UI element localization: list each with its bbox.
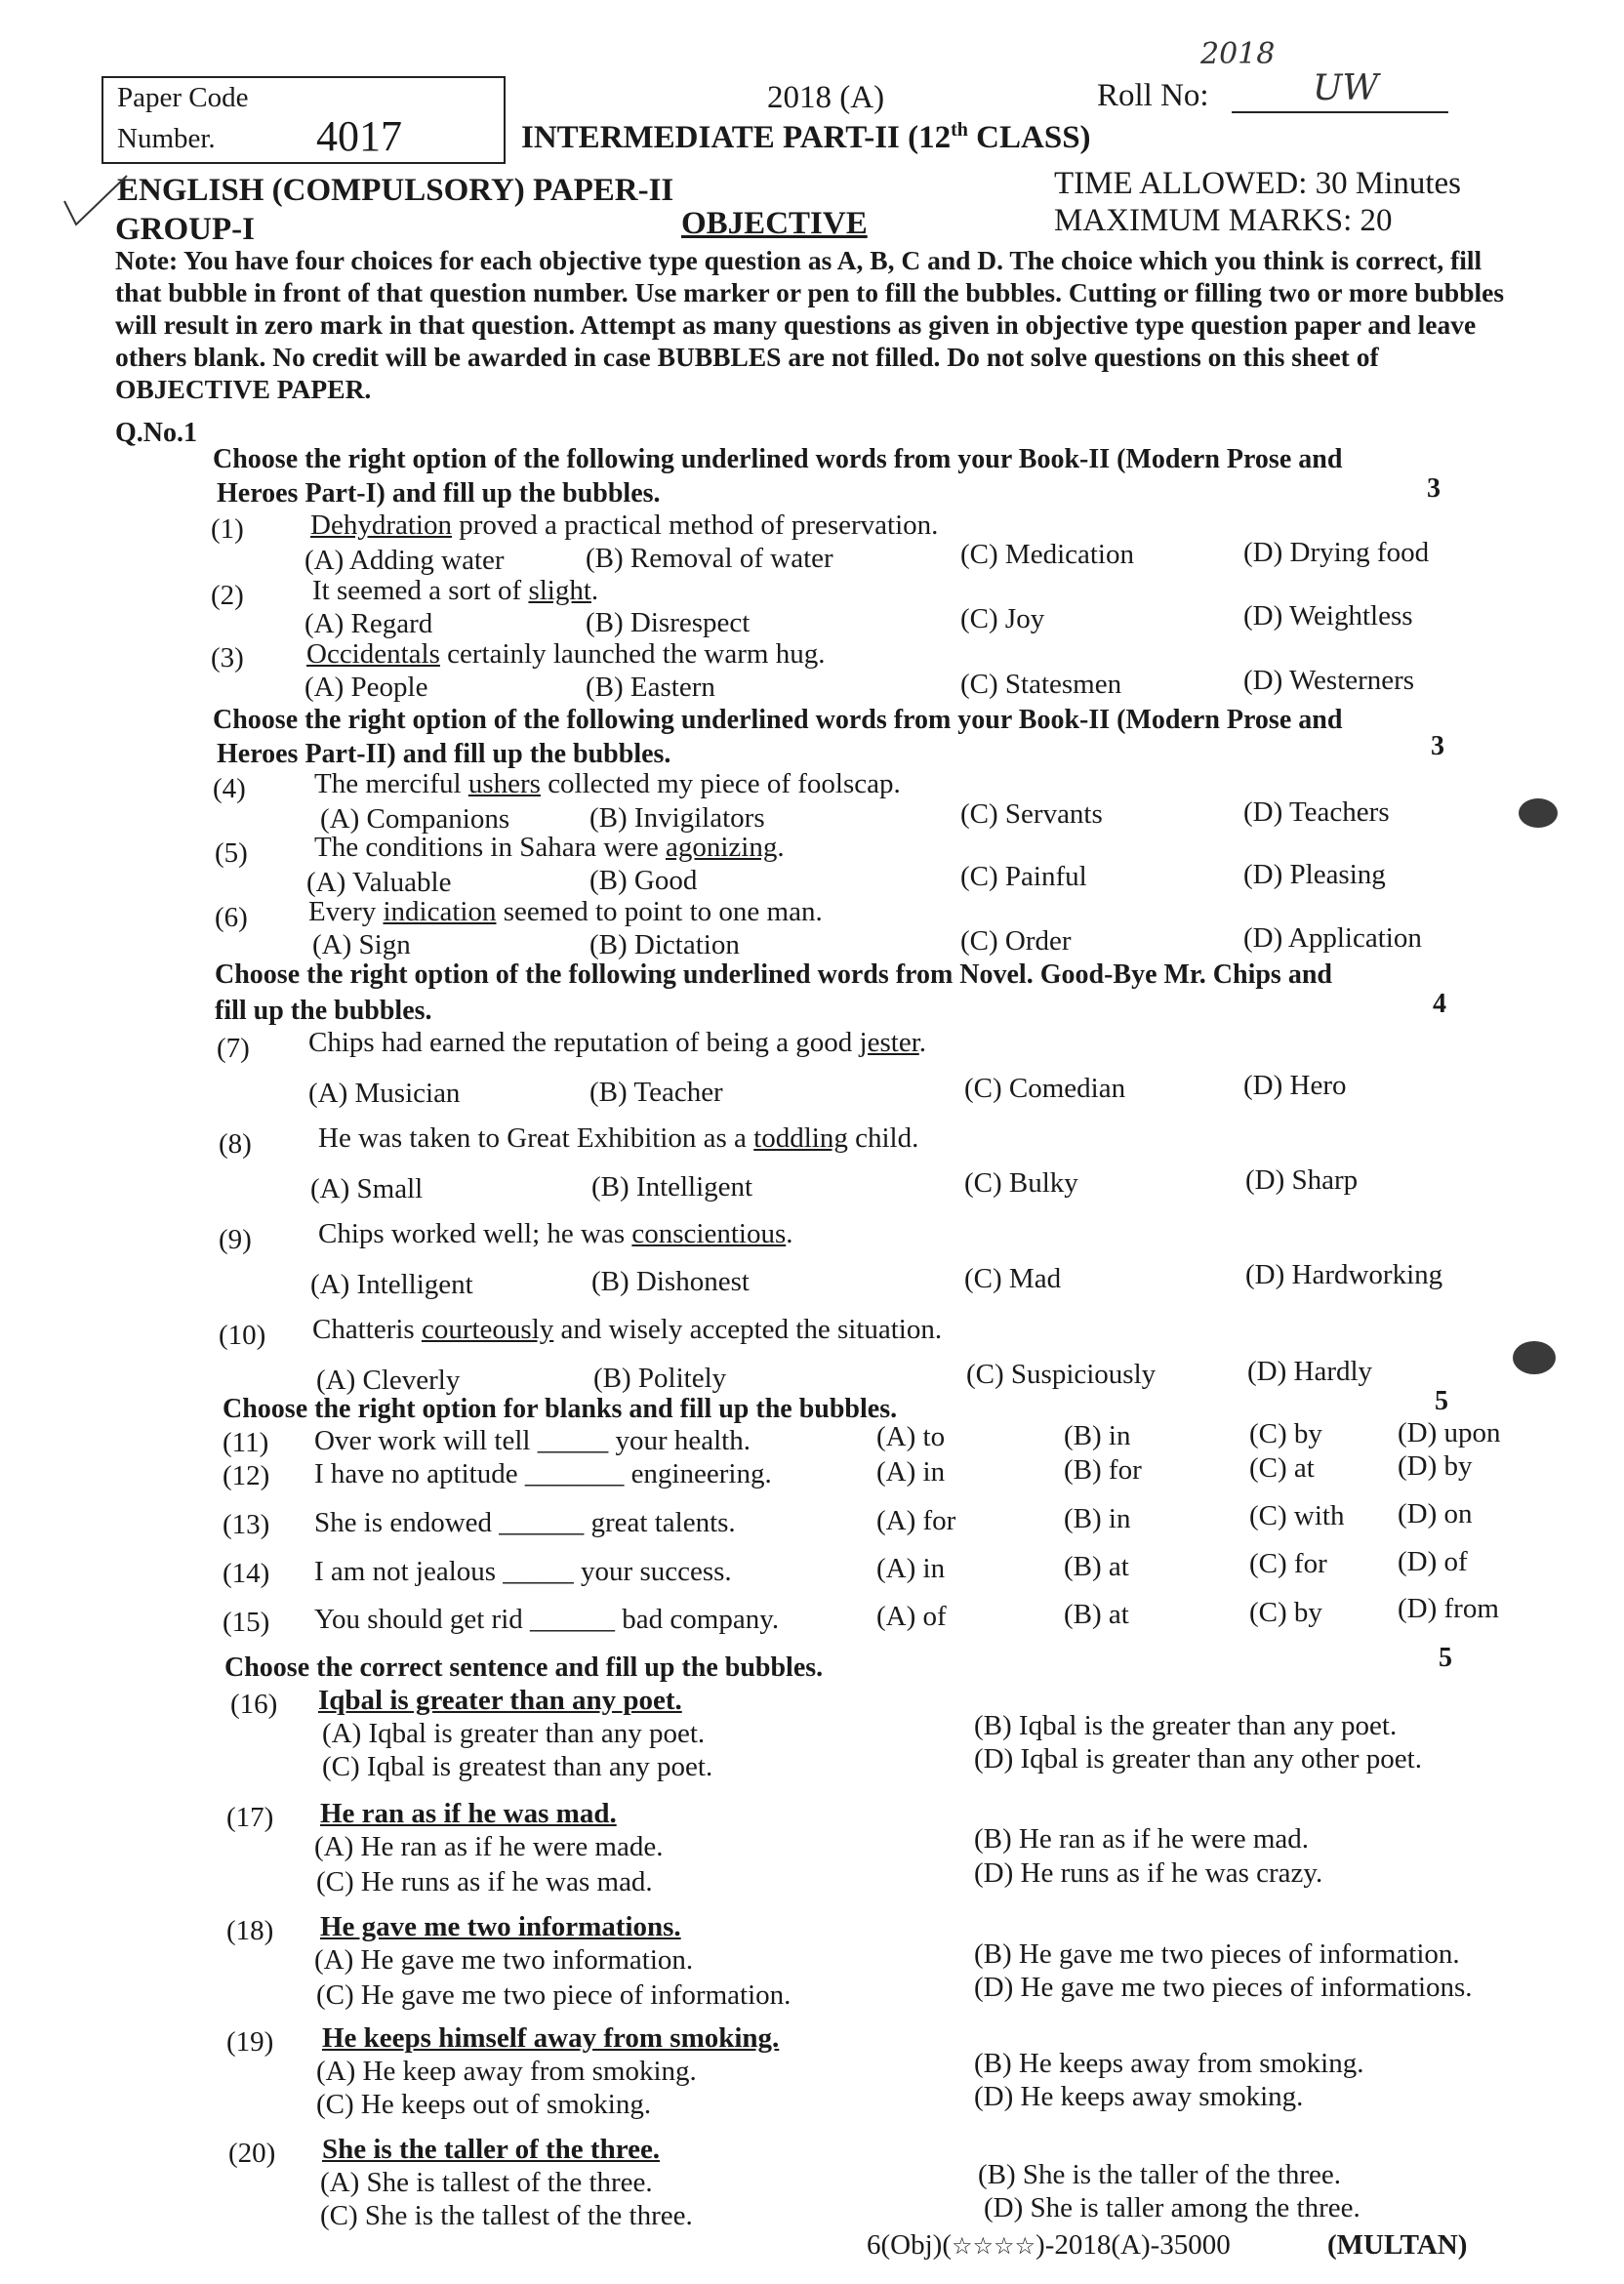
- question-number-label: (7): [217, 1033, 250, 1064]
- option-a[interactable]: (A) Adding water: [304, 545, 505, 576]
- option-b[interactable]: (B) Intelligent: [591, 1171, 753, 1203]
- option-d[interactable]: (D) Pleasing: [1243, 859, 1386, 890]
- paper-code-label: Paper Code: [117, 82, 249, 113]
- option-d[interactable]: (D) Teachers: [1243, 796, 1390, 828]
- option-c[interactable]: (C) Comedian: [964, 1073, 1126, 1104]
- handwritten-year: 2018: [1200, 37, 1276, 71]
- question-text: Chips worked well; he was conscientious.: [318, 1218, 793, 1249]
- option-c[interactable]: (C) for: [1249, 1548, 1327, 1579]
- question-text: She is the taller of the three.: [322, 2134, 661, 2165]
- option-b[interactable]: (B) Dishonest: [591, 1266, 750, 1297]
- option-a[interactable]: (A) of: [876, 1601, 947, 1632]
- option-d[interactable]: (D) from: [1398, 1593, 1499, 1624]
- option-c[interactable]: (C) at: [1249, 1452, 1315, 1484]
- option-b[interactable]: (B) for: [1064, 1454, 1142, 1486]
- question-number-label: (9): [219, 1224, 252, 1255]
- question-text: Iqbal is greater than any poet.: [318, 1685, 682, 1716]
- section-heading: Choose the right option of the following underlined words from Novel. Good-Bye Mr. Chips and: [215, 959, 1332, 990]
- option-c[interactable]: (C) Medication: [960, 539, 1134, 570]
- question-text: He ran as if he was mad.: [320, 1798, 617, 1829]
- option-a[interactable]: (A) People: [304, 672, 428, 703]
- option-c[interactable]: (C) He runs as if he was mad.: [316, 1866, 653, 1897]
- option-b[interactable]: (B) Teacher: [589, 1077, 723, 1108]
- option-d[interactable]: (D) Hardworking: [1245, 1259, 1443, 1290]
- option-d[interactable]: (D) by: [1398, 1450, 1473, 1482]
- question-number-label: (6): [215, 902, 248, 933]
- option-d[interactable]: (D) of: [1398, 1546, 1468, 1577]
- option-d[interactable]: (D) Drying food: [1243, 537, 1430, 568]
- option-b[interactable]: (B) She is the taller of the three.: [978, 2159, 1342, 2190]
- question-text: Chips had earned the reputation of being a good jester.: [308, 1027, 926, 1058]
- section-heading: Heroes Part-II) and fill up the bubbles.: [217, 739, 671, 769]
- option-a[interactable]: (A) Small: [310, 1173, 424, 1204]
- option-d[interactable]: (D) Weightless: [1243, 600, 1413, 632]
- question-number-label: (10): [219, 1320, 266, 1351]
- option-a[interactable]: (A) for: [876, 1505, 956, 1536]
- option-c[interactable]: (C) Painful: [960, 861, 1087, 892]
- question-text: The merciful ushers collected my piece of foolscap.: [314, 768, 901, 799]
- option-b[interactable]: (B) in: [1064, 1503, 1131, 1534]
- option-b[interactable]: (B) Removal of water: [586, 543, 833, 574]
- option-d[interactable]: (D) Hardly: [1247, 1356, 1373, 1387]
- option-c[interactable]: (C) by: [1249, 1418, 1322, 1449]
- subject-title: ENGLISH (COMPULSORY) PAPER-II: [117, 173, 674, 208]
- question-text: Over work will tell _____ your health.: [314, 1425, 751, 1456]
- option-a[interactable]: (A) Musician: [308, 1078, 461, 1109]
- option-b[interactable]: (B) Dictation: [589, 929, 740, 960]
- question-text: You should get rid ______ bad company.: [314, 1604, 780, 1635]
- option-c[interactable]: (C) Mad: [964, 1263, 1062, 1294]
- section-heading: Choose the right option of the following underlined words from your Book-II (Modern Prose and: [213, 705, 1343, 735]
- question-number-label: (12): [223, 1460, 270, 1491]
- question-number-label: (13): [223, 1509, 270, 1540]
- question-number-label: (11): [223, 1427, 269, 1458]
- section-heading: Heroes Part-I) and fill up the bubbles.: [217, 478, 661, 509]
- option-a[interactable]: (A) He keep away from smoking.: [316, 2056, 697, 2087]
- option-c[interactable]: (C) He gave me two piece of information.: [316, 1979, 792, 2011]
- question-number-label: (3): [211, 642, 244, 673]
- question-text: It seemed a sort of slight.: [312, 575, 599, 606]
- option-a[interactable]: (A) in: [876, 1456, 946, 1488]
- option-b[interactable]: (B) Eastern: [586, 672, 715, 703]
- scan-blot: [1513, 1341, 1556, 1374]
- option-a[interactable]: (A) Regard: [304, 608, 433, 639]
- objective-label: OBJECTIVE: [681, 206, 868, 241]
- question-number-label: (2): [211, 580, 244, 611]
- option-c[interactable]: (C) Joy: [960, 603, 1045, 634]
- question-number-label: (1): [211, 513, 244, 545]
- option-c[interactable]: (C) by: [1249, 1597, 1322, 1628]
- question-text: Chatteris courteously and wisely accepted the situation.: [312, 1314, 943, 1345]
- paper-year: 2018 (A): [767, 80, 885, 115]
- option-d[interactable]: (D) Iqbal is greater than any other poet.: [974, 1743, 1422, 1774]
- class-title: INTERMEDIATE PART-II (12th CLASS): [521, 119, 1091, 155]
- option-d[interactable]: (D) upon: [1398, 1417, 1501, 1448]
- option-b[interactable]: (B) at: [1064, 1599, 1129, 1630]
- question-number-label: (15): [223, 1607, 270, 1638]
- maximum-marks: MAXIMUM MARKS: 20: [1054, 203, 1393, 238]
- question-text: He gave me two informations.: [320, 1911, 681, 1942]
- option-a[interactable]: (A) to: [876, 1421, 946, 1452]
- option-a[interactable]: (A) Companions: [320, 803, 510, 835]
- option-d[interactable]: (D) She is taller among the three.: [984, 2192, 1360, 2223]
- time-allowed: TIME ALLOWED: 30 Minutes: [1054, 166, 1462, 201]
- option-b[interactable]: (B) at: [1064, 1551, 1129, 1582]
- scan-blot: [1519, 798, 1558, 828]
- question-number-label: (4): [213, 773, 246, 804]
- option-a[interactable]: (A) Valuable: [306, 867, 452, 898]
- question-number-label: (5): [215, 837, 248, 869]
- question-text: She is endowed ______ great talents.: [314, 1507, 736, 1538]
- option-d[interactable]: (D) Westerners: [1243, 665, 1415, 696]
- question-text: Occidentals certainly launched the warm hug.: [306, 638, 826, 670]
- option-a[interactable]: (A) in: [876, 1553, 946, 1584]
- option-b[interactable]: (B) He gave me two pieces of information.: [974, 1938, 1460, 1970]
- question-text: The conditions in Sahara were agonizing.: [314, 832, 785, 863]
- option-b[interactable]: (B) in: [1064, 1420, 1131, 1451]
- option-a[interactable]: (A) He ran as if he were made.: [314, 1831, 664, 1862]
- question-number-label: (17): [226, 1802, 274, 1833]
- option-a[interactable]: (A) Sign: [312, 929, 411, 960]
- option-d[interactable]: (D) He gave me two pieces of informations.: [974, 1972, 1473, 2003]
- question-text: He was taken to Great Exhibition as a toddling child.: [318, 1122, 919, 1154]
- question-number-label: (14): [223, 1558, 270, 1589]
- question-number-label: (19): [226, 2026, 274, 2058]
- question-text: Every indication seemed to point to one man.: [308, 896, 823, 927]
- option-d[interactable]: (D) He runs as if he was crazy.: [974, 1857, 1323, 1889]
- option-a[interactable]: (A) He gave me two information.: [314, 1944, 694, 1976]
- option-b[interactable]: (B) Invigilators: [589, 802, 765, 834]
- question-number-label: (18): [226, 1915, 274, 1946]
- group-label: GROUP-I: [115, 212, 255, 247]
- question-number: Q.No.1: [115, 418, 197, 448]
- footer-paper-code: 6(Obj)(☆☆☆☆)-2018(A)-35000: [867, 2229, 1231, 2261]
- option-b[interactable]: (B) He ran as if he were mad.: [974, 1823, 1310, 1855]
- instructions-note: Note: You have four choices for each objective type question as A, B, C and D. The choice which you think is correct, fill that bubble in front of that question number. Use marker or pen to fill the bubbles. Cutting or filling two or more bubbles will result in zero mark in that question. Attempt as many questions as given in objective type question paper and leave others blank. No credit will be awarded in case BUBBLES are not filled. Do not solve questions on this sheet of OBJECTIVE PAPER.: [115, 245, 1505, 404]
- question-text: I have no aptitude _______ engineering.: [314, 1458, 772, 1489]
- option-b[interactable]: (B) He keeps away from smoking.: [974, 2048, 1364, 2079]
- question-text: Dehydration proved a practical method of preservation.: [310, 510, 939, 541]
- paper-code-box: [102, 76, 506, 164]
- option-c[interactable]: (C) Statesmen: [960, 669, 1122, 700]
- section-heading: Choose the correct sentence and fill up the bubbles.: [224, 1652, 824, 1683]
- section-marks: 5: [1435, 1386, 1448, 1416]
- section-marks: 4: [1433, 989, 1446, 1019]
- option-c[interactable]: (C) Bulky: [964, 1167, 1078, 1199]
- option-d[interactable]: (D) on: [1398, 1498, 1473, 1529]
- option-d[interactable]: (D) Sharp: [1245, 1164, 1359, 1196]
- roll-no-line: [1232, 111, 1448, 113]
- option-c[interactable]: (C) Order: [960, 925, 1072, 957]
- question-number-label: (20): [228, 2138, 276, 2169]
- section-heading: Choose the right option of the following underlined words from your Book-II (Modern Prose and: [213, 444, 1343, 474]
- section-heading: Choose the right option for blanks and fill up the bubbles.: [223, 1394, 898, 1424]
- tick-mark-icon: [62, 172, 131, 230]
- option-a[interactable]: (A) She is tallest of the three.: [320, 2167, 653, 2198]
- question-number-label: (8): [219, 1128, 252, 1160]
- option-a[interactable]: (A) Iqbal is greater than any poet.: [322, 1718, 706, 1749]
- section-marks: 5: [1439, 1643, 1452, 1673]
- roll-no-handwriting: UW: [1313, 68, 1379, 108]
- question-number-label: (16): [230, 1689, 278, 1720]
- option-c[interactable]: (C) She is the tallest of the three.: [320, 2200, 693, 2231]
- paper-code-number: 4017: [316, 112, 402, 160]
- option-a[interactable]: (A) Cleverly: [316, 1365, 461, 1396]
- option-c[interactable]: (C) with: [1249, 1500, 1345, 1531]
- option-b[interactable]: (B) Iqbal is the greater than any poet.: [974, 1710, 1398, 1741]
- option-c[interactable]: (C) He keeps out of smoking.: [316, 2089, 652, 2120]
- footer-stars: ☆☆☆☆: [951, 2232, 1036, 2260]
- section-marks: 3: [1427, 473, 1441, 504]
- option-d[interactable]: (D) Application: [1243, 922, 1422, 954]
- option-b[interactable]: (B) Disrespect: [586, 607, 751, 638]
- option-d[interactable]: (D) He keeps away smoking.: [974, 2081, 1304, 2112]
- footer-region: (MULTAN): [1327, 2229, 1468, 2261]
- roll-no-label: Roll No:: [1097, 78, 1209, 113]
- option-b[interactable]: (B) Good: [589, 865, 698, 896]
- section-heading: fill up the bubbles.: [215, 996, 432, 1026]
- option-c[interactable]: (C) Iqbal is greatest than any poet.: [322, 1751, 713, 1782]
- section-marks: 3: [1431, 731, 1444, 761]
- option-c[interactable]: (C) Servants: [960, 798, 1103, 830]
- option-c[interactable]: (C) Suspiciously: [966, 1359, 1157, 1390]
- option-a[interactable]: (A) Intelligent: [310, 1269, 473, 1300]
- option-b[interactable]: (B) Politely: [593, 1363, 727, 1394]
- question-text: He keeps himself away from smoking.: [322, 2022, 780, 2054]
- number-label: Number.: [117, 123, 216, 154]
- question-text: I am not jealous _____ your success.: [314, 1556, 732, 1587]
- option-d[interactable]: (D) Hero: [1243, 1070, 1347, 1101]
